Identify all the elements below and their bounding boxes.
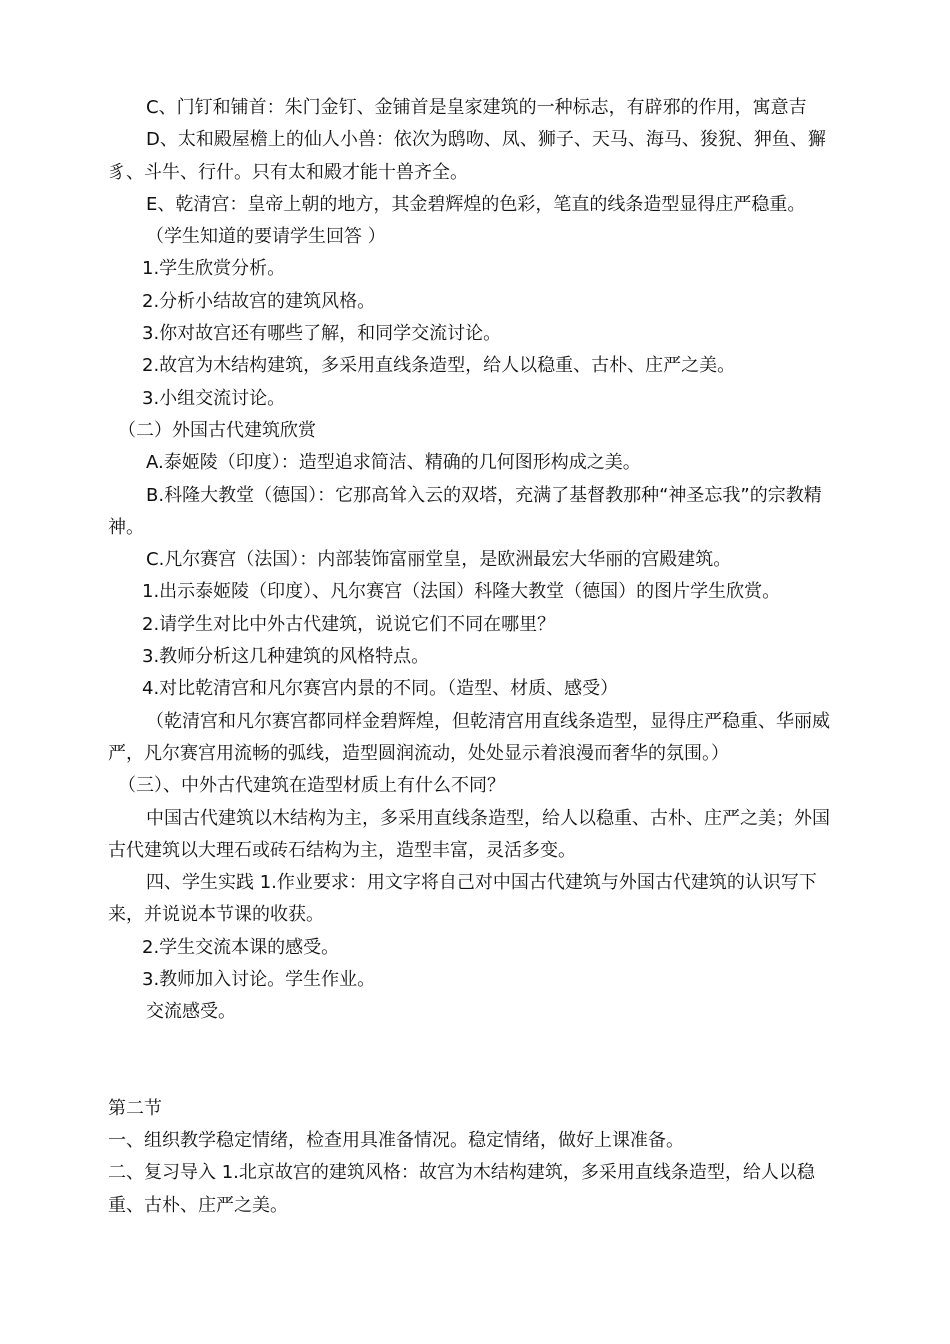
section-spacer: [108, 1029, 843, 1093]
paragraph-material-difference: 中国古代建筑以木结构为主，多采用直线条造型，给人以稳重、古朴、庄严之美；外国古代建筑以大理石或砖石结构为主，造型丰富，灵活多变。: [108, 807, 830, 861]
paragraph-interior-comparison: （乾清宫和凡尔赛宫都同样金碧辉煌，但乾清宫用直线条造型，显得庄严稳重、华丽威严，凡尔赛宫用流畅的弧线，造型圆润流动，处处显示着浪漫而奢华的氛围。）: [108, 710, 830, 764]
paragraph-student-answer-note: （学生知道的要请学生回答 ）: [146, 226, 386, 248]
paragraph-versailles: C.凡尔赛宫（法国）：内部装饰富丽堂皇，是欧洲最宏大华丽的宫殿建筑。: [146, 549, 732, 571]
paragraph-door-nails: C、门钉和铺首：朱门金钉、金铺首是皇家建筑的一种标志，有辟邪的作用，寓意吉: [146, 97, 807, 118]
list-item-discussion: 3.你对故宫还有哪些了解，和同学交流讨论。: [142, 323, 502, 345]
paragraph-roof-beasts: D、太和殿屋檐上的仙人小兽：依次为鸱吻、凤、狮子、天马、海马、狻猊、狎鱼、獬豸、斗牛、行什。只有太和殿才能十兽齐全。: [108, 129, 826, 183]
list-item-wood-structure: 2.故宫为木结构建筑，多采用直线条造型，给人以稳重、古朴、庄严之美。: [142, 355, 736, 377]
paragraph-review-intro: 二、复习导入 1.北京故宫的建筑风格：故宫为木结构建筑，多采用直线条造型，给人以稳重、古朴、庄严之美。: [108, 1162, 815, 1216]
list-item-show-pictures: 1.出示泰姬陵（印度）、凡尔赛宫（法国）科隆大教堂（德国）的图片学生欣赏。: [142, 581, 781, 603]
list-item-compare: 2.请学生对比中外古代建筑，说说它们不同在哪里？: [142, 613, 556, 635]
list-item-appreciation: 1.学生欣赏分析。: [142, 258, 286, 280]
paragraph-taj-mahal: A.泰姬陵（印度）：造型追求简洁、精确的几何图形构成之美。: [146, 452, 641, 474]
paragraph-cologne-cathedral: B.科隆大教堂（德国）：它那高耸入云的双塔，充满了基督教那种“神圣忘我”的宗教精神。: [108, 484, 822, 538]
section-heading-second-lesson: 第二节: [108, 1097, 162, 1119]
list-item-group-discussion: 3.小组交流讨论。: [142, 387, 286, 409]
list-item-share-feelings: 2.学生交流本课的感受。: [142, 936, 340, 958]
list-item-teacher-analysis: 3.教师分析这几种建筑的风格特点。: [142, 646, 430, 668]
paragraph-qianqing-palace: E、乾清宫：皇帝上朝的地方，其金碧辉煌的色彩，笔直的线条造型显得庄严稳重。: [146, 193, 806, 215]
section-heading-material-difference: （三）、中外古代建筑在造型材质上有什么不同？: [118, 775, 505, 797]
section-heading-foreign-architecture: （二）外国古代建筑欣赏: [118, 419, 316, 441]
list-item-teacher-joins: 3.教师加入讨论。学生作业。: [142, 969, 376, 991]
paragraph-student-practice: 四、学生实践 1.作业要求：用文字将自己对中国古代建筑与外国古代建筑的认识写下来，并说说本节课的收获。: [108, 872, 817, 926]
list-item-summary-style: 2.分析小结故宫的建筑风格。: [142, 290, 376, 312]
list-item-interior-compare: 4.对比乾清宫和凡尔赛宫内景的不同。（造型、材质、感受）: [142, 678, 619, 700]
paragraph-organize-teaching: 一、组织教学稳定情绪，检查用具准备情况。稳定情绪，做好上课准备。: [108, 1129, 684, 1151]
document-body: [108, 92, 843, 1222]
paragraph-exchange: 交流感受。: [146, 1001, 236, 1023]
